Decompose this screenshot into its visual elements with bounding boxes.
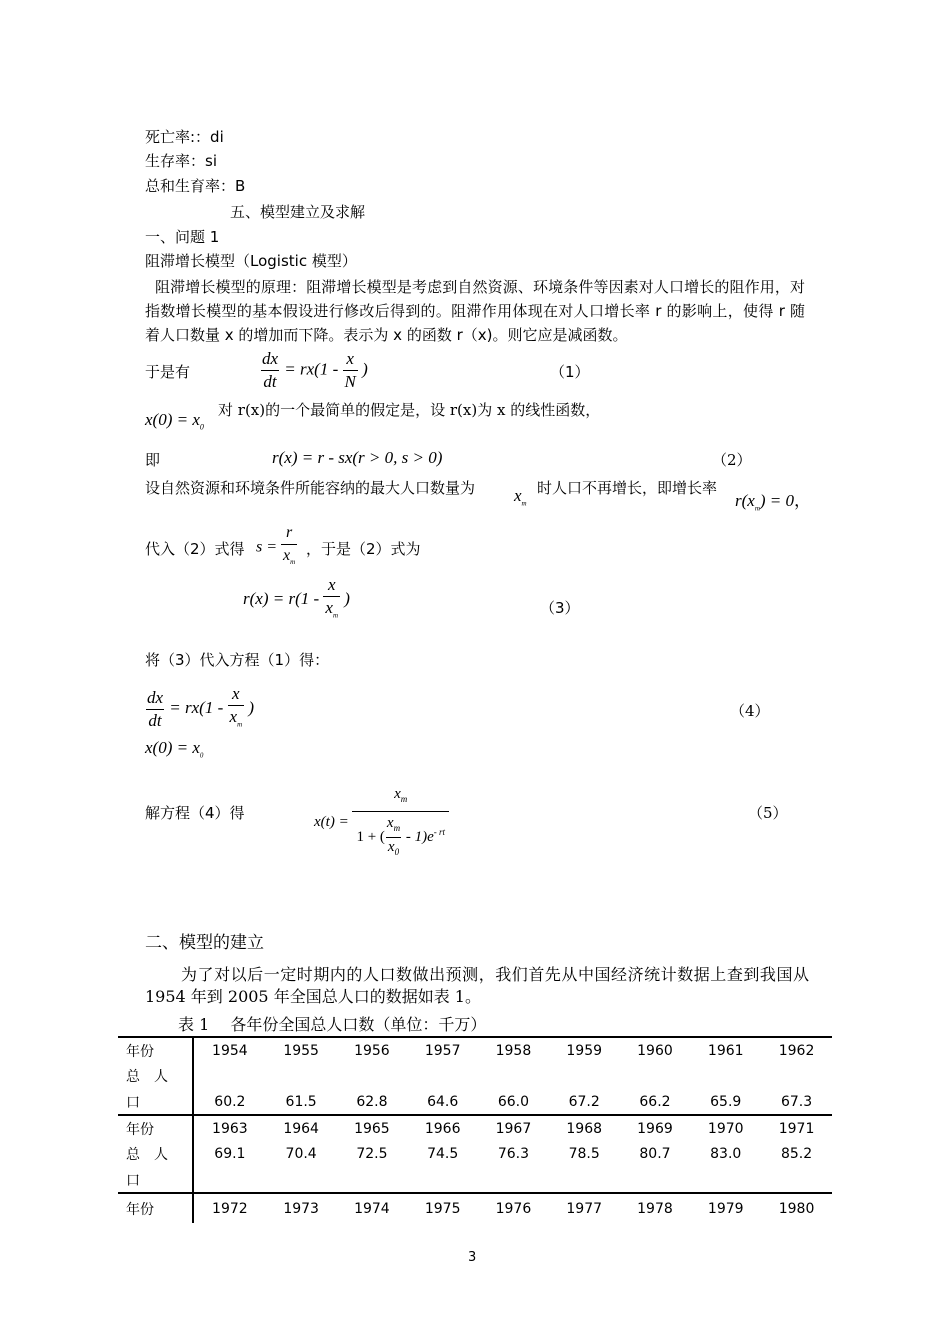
eq4-numerator: dx	[147, 687, 164, 707]
rxm-head: r(x	[735, 491, 755, 510]
intro-paragraph: 为了对以后一定时期内的人口数做出预测，我们首先从中国经济统计数据上查到我国从 1954 年到 2005 年全国总人口的数据如表 1。	[145, 965, 809, 1006]
value-cell: 67.3	[780, 1093, 813, 1110]
year-cell: 1980	[761, 1193, 832, 1223]
growth-zero-formula	[735, 486, 811, 512]
eq5-inner-den-sub: 0	[394, 847, 400, 857]
value-cell: 70.4	[285, 1146, 317, 1162]
eq5-exponent: - rt	[433, 826, 445, 837]
value-cell: 83.0	[710, 1146, 742, 1162]
substitution-lead: 代入（2）式得	[145, 540, 245, 558]
population-label: 总 人	[118, 1141, 193, 1167]
def-survival-rate: 生存率：si	[145, 152, 217, 170]
equation-3	[243, 574, 350, 626]
year-label: 年份	[118, 1037, 193, 1063]
year-cell: 1964	[266, 1115, 337, 1141]
eq3-label: （3）	[540, 599, 580, 617]
eq5-num-x: x	[394, 786, 401, 802]
year-label: 年份	[118, 1115, 193, 1141]
xm-sub: m	[521, 499, 527, 508]
eq5-denominator	[352, 811, 449, 863]
eq4-frac-den-sub: m	[237, 720, 243, 729]
eq4-initial-condition	[145, 738, 203, 759]
year-cell: 1963	[193, 1115, 266, 1141]
def-fertility-rate: 总和生育率：B	[145, 177, 246, 195]
init-formula: x(0) = x	[145, 410, 200, 429]
linear-assumption-text: 对 r(x)的一个最简单的假定是，设 r(x)为 x 的线性函数，	[218, 401, 601, 419]
eq5-den-mid: - 1)e	[402, 828, 434, 845]
def-death-rate: 死亡率:：di	[145, 128, 224, 146]
value-cell: 85.2	[780, 1146, 813, 1162]
section2-title: 二、模型的建立	[145, 933, 264, 953]
table-row	[118, 1141, 832, 1167]
rxm-sub: m	[754, 504, 760, 513]
eq4-denominator: dt	[148, 710, 162, 730]
year-cell: 1968	[549, 1115, 620, 1141]
eq3-frac-den-x: x	[325, 598, 333, 617]
section-title: 五、模型建立及求解	[230, 203, 366, 221]
population-label: 总 人	[118, 1063, 193, 1089]
eq3-pre: r(x) = r(1 -	[243, 589, 324, 609]
eq4-frac-den-x: x	[229, 707, 238, 726]
initial-condition	[145, 410, 204, 431]
rxm-tail: ) = 0	[759, 491, 795, 510]
value-cell: 61.5	[285, 1093, 317, 1110]
year-cell: 1962	[761, 1037, 832, 1063]
eq5-pre: x(t) =	[314, 814, 349, 830]
year-cell: 1958	[478, 1037, 549, 1063]
value-cell: 76.3	[497, 1146, 530, 1162]
eq5-inner-den-x: x	[387, 839, 395, 855]
value-cell: 65.9	[710, 1093, 742, 1110]
eq5-inner-num-x: x	[386, 815, 394, 831]
year-cell: 1976	[478, 1193, 549, 1223]
eq4-init-formula: x(0) = x	[145, 738, 200, 757]
population-label-2: 口	[118, 1089, 193, 1115]
year-cell: 1965	[337, 1115, 408, 1141]
year-cell: 1959	[549, 1037, 620, 1063]
eq5-inner-num	[385, 814, 402, 837]
page-number: 3	[468, 1250, 477, 1265]
substitution-tail: ，于是（2）式为	[306, 540, 421, 558]
value-cell: 66.0	[497, 1093, 530, 1110]
eq1-denominator: dt	[263, 372, 277, 391]
eq1-frac-num: x	[346, 349, 354, 368]
value-cell: 66.2	[639, 1093, 671, 1110]
eq5-lead: 解方程（4）得	[145, 804, 245, 822]
value-cell: 80.7	[639, 1146, 671, 1162]
equation-2: r(x) = r - sx(r > 0, s > 0)	[272, 448, 443, 467]
s-formula	[256, 522, 297, 573]
eq1-frac-den: N	[344, 372, 356, 391]
capacity-xm	[514, 486, 527, 507]
year-cell: 1974	[337, 1193, 408, 1223]
s-frac-den	[281, 544, 297, 573]
eq5-num-sub: m	[400, 794, 408, 804]
s-frac-den-x: x	[283, 547, 291, 564]
eq5-inner-num-sub: m	[393, 823, 401, 833]
equation-5	[314, 782, 449, 863]
equation-4	[145, 683, 254, 735]
value-cell: 67.2	[568, 1093, 600, 1110]
eq5-den-pre: 1 + (	[356, 828, 385, 845]
equation-1	[260, 348, 368, 393]
year-cell: 1979	[690, 1193, 761, 1223]
eq1-tail: )	[362, 359, 368, 379]
year-cell: 1978	[620, 1193, 691, 1223]
eq3-frac-num: x	[327, 575, 336, 594]
year-cell: 1956	[337, 1037, 408, 1063]
eq4-tail: )	[248, 698, 255, 718]
value-cell: 69.1	[214, 1146, 246, 1162]
year-cell: 1977	[549, 1193, 620, 1223]
substitute-into-1-text: 将（3）代入方程（1）得：	[145, 651, 330, 669]
value-cell: 78.5	[568, 1146, 600, 1162]
eq1-numerator: dx	[262, 349, 279, 368]
value-cell: 64.6	[427, 1093, 459, 1110]
eq5-label: （5）	[748, 804, 788, 822]
capacity-text-2: 时人口不再增长，即增长率	[537, 479, 718, 497]
year-cell: 1970	[690, 1115, 761, 1141]
s-frac-den-sub: m	[290, 558, 296, 567]
value-cell: 72.5	[356, 1146, 388, 1162]
population-table	[118, 1036, 832, 1223]
eq1-middle: = rx(1 -	[284, 359, 343, 379]
eq3-tail: )	[344, 589, 350, 609]
eq4-frac-den	[228, 705, 245, 735]
year-label: 年份	[118, 1193, 193, 1223]
eq4-label: （4）	[730, 702, 770, 720]
eq4-init-sub: 0	[199, 751, 204, 760]
capacity-text-1: 设自然资源和环境条件所能容纳的最大人口数量为	[145, 479, 476, 497]
eq5-numerator	[392, 782, 409, 811]
eq4-frac-num: x	[232, 684, 240, 703]
principle-paragraph: 阻滞增长模型的原理：阻滞增长模型是考虑到自然资源、环境条件等因素对人口增长的阻作用，对指数增长模型的基本假设进行修改后得到的。阻滞作用体现在对人口增长率 r 的影响上，使得 r 随着人口数量 x 的增加而下降。表示为 x 的函数 r（x)。则它应是减函数。	[145, 278, 805, 344]
eq2-lead: 即	[145, 451, 161, 469]
eq3-frac-den-sub: m	[332, 611, 339, 620]
s-symbol: s =	[256, 538, 278, 556]
value-cell: 60.2	[214, 1093, 246, 1110]
eq5-inner-den	[386, 837, 401, 861]
year-cell: 1975	[407, 1193, 478, 1223]
year-cell: 1969	[620, 1115, 691, 1141]
eq2-label: （2）	[712, 451, 752, 469]
init-sub: 0	[199, 422, 204, 432]
year-cell: 1971	[761, 1115, 832, 1141]
eq1-lead: 于是有	[145, 363, 191, 381]
population-label-2: 口	[118, 1167, 193, 1193]
s-frac-num: r	[286, 524, 293, 541]
year-cell: 1973	[266, 1193, 337, 1223]
eq3-frac-den	[323, 596, 340, 626]
table-row	[118, 1167, 832, 1193]
year-cell: 1967	[478, 1115, 549, 1141]
year-cell: 1957	[407, 1037, 478, 1063]
table-caption: 表 1 各年份全国总人口数（单位：千万）	[178, 1015, 487, 1034]
xm-symbol: x	[514, 486, 522, 505]
question-title: 一、问题 1	[145, 228, 220, 246]
year-cell: 1966	[407, 1115, 478, 1141]
table-row	[118, 1115, 832, 1141]
rxm-comma: ，	[794, 491, 812, 510]
eq1-label: （1）	[550, 363, 590, 381]
table-row	[118, 1063, 832, 1089]
model-title: 阻滞增长模型（Logistic 模型）	[145, 252, 357, 270]
year-cell: 1954	[193, 1037, 266, 1063]
table-row	[118, 1089, 832, 1115]
year-cell: 1960	[620, 1037, 691, 1063]
year-cell: 1955	[266, 1037, 337, 1063]
value-cell: 62.8	[356, 1093, 388, 1110]
eq4-middle: = rx(1 -	[169, 698, 228, 718]
table-row	[118, 1193, 832, 1223]
value-cell: 74.5	[427, 1146, 459, 1162]
year-cell: 1961	[690, 1037, 761, 1063]
table-row	[118, 1037, 832, 1063]
year-cell: 1972	[193, 1193, 266, 1223]
